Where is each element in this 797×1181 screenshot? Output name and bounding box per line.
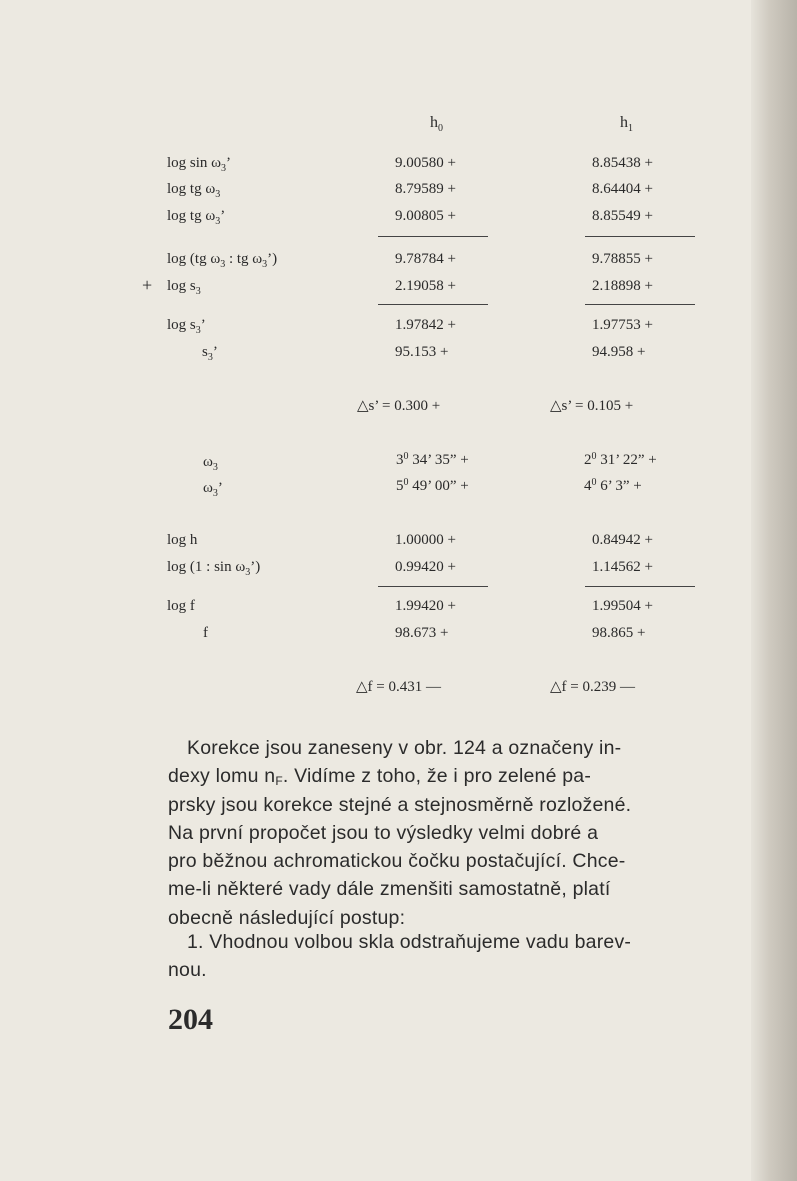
row-label-log-tg-ratio: log (tg $\omega_3$ : tg $\omega_3$’) — [167, 251, 278, 270]
row-label-log-s3: $\log s_3$ — [167, 278, 201, 297]
paragraph-line: prsky jsou korekce stejné a stejnosměrně rozložené. — [168, 793, 632, 816]
row-value-h0: 9.00580 + — [395, 155, 456, 171]
row-label-omega3p: $\omega_3$’ — [203, 480, 223, 499]
row-value-h1: 1.97753 + — [592, 317, 653, 333]
paragraph-line: Na první propočet jsou to výsledky velmi dobré a — [168, 821, 599, 844]
row-value-h1: 8.85438 + — [592, 155, 653, 171]
delta-f-h1: △f = 0.239 — — [550, 679, 635, 695]
sum-rule-h1 — [585, 236, 695, 237]
sum-rule-h1 — [585, 304, 695, 305]
body-paragraph — [168, 734, 700, 932]
row-value-h0: 2.19058 + — [395, 278, 456, 294]
row-value-h1: 1.14562 + — [592, 559, 653, 575]
row-value-h1: 8.64404 + — [592, 181, 653, 197]
sum-rule-h0 — [378, 586, 488, 587]
row-value-h1: 1.99504 + — [592, 598, 653, 614]
row-label-log-h: log h — [167, 532, 198, 548]
angle-value-h1: $4^0$ 6’ 3” + — [584, 477, 642, 494]
paragraph-line: Korekce jsou zaneseny v obr. 124 a označeny in- — [187, 737, 622, 759]
sum-rule-h0 — [378, 236, 488, 237]
row-value-h0: 1.97842 + — [395, 317, 456, 333]
delta-s-h0: △s’ = 0.300 + — [357, 398, 441, 414]
row-value-h0: 0.99420 + — [395, 559, 456, 575]
column-header-h1: $h_1$ — [620, 114, 633, 134]
sum-rule-h1 — [585, 586, 695, 587]
page-number: 204 — [168, 1003, 213, 1036]
row-value-h0: 98.673 + — [395, 625, 449, 641]
row-label-s3p: $s_3$’ — [202, 344, 218, 363]
row-label-log-inverse-sin: log (1 : $\sin \omega_3$’) — [167, 559, 261, 578]
delta-f-h0: △f = 0.431 — — [356, 679, 441, 695]
delta-s-h1: △s’ = 0.105 + — [550, 398, 634, 414]
paragraph-line: dexy lomu $n_F$. Vidíme z toho, že i pro zelené pa- — [168, 765, 592, 789]
row-value-h1: 0.84942 + — [592, 532, 653, 548]
paragraph-line: pro běžnou achromatickou čočku postačující. Chce- — [168, 850, 626, 873]
row-label-log-f: log f — [167, 598, 195, 614]
row-value-h1: 98.865 + — [592, 625, 646, 641]
row-value-h0: 1.99420 + — [395, 598, 456, 614]
row-value-h0: 1.00000 + — [395, 532, 456, 548]
column-header-h0: $h_0$ — [430, 114, 443, 134]
numbered-item-line: 1. Vhodnou volbou skla odstraňujeme vadu barev- — [187, 931, 632, 953]
row-value-h1: 8.85549 + — [592, 208, 653, 224]
row-value-h0: 9.78784 + — [395, 251, 456, 267]
angle-value-h1: $2^0$ 31’ 22” + — [584, 451, 657, 468]
row-label-log-tg-omega3: log tg $\omega_3$ — [167, 181, 221, 200]
row-label-log-s3p: $\log s_3$’ — [167, 317, 206, 336]
angle-value-h0: $5^0$ 49’ 00” + — [396, 477, 469, 494]
row-value-h0: 8.79589 + — [395, 181, 456, 197]
row-value-h0: 9.00805 + — [395, 208, 456, 224]
row-value-h0: 95.153 + — [395, 344, 449, 360]
page-edge-shadow — [751, 0, 797, 1181]
numbered-item — [168, 928, 700, 985]
row-label-omega3: $\omega_3$ — [203, 454, 218, 473]
plus-sign: + — [142, 275, 153, 295]
row-value-h1: 94.958 + — [592, 344, 646, 360]
paragraph-line: me-li některé vady dále zmenšiti samostatně, platí — [168, 878, 611, 901]
row-label-log-sin-omega3p: $\log \sin \omega_3$’ — [167, 155, 232, 174]
row-label-f: f — [203, 625, 208, 641]
row-label-log-tg-omega3p: log tg $\omega_3$’ — [167, 208, 226, 227]
row-value-h1: 2.18898 + — [592, 278, 653, 294]
paragraph-line: obecně následující postup: — [168, 906, 406, 929]
sum-rule-h0 — [378, 304, 488, 305]
angle-value-h0: $3^0$ 34’ 35” + — [396, 451, 469, 468]
numbered-item-line: nou. — [168, 959, 207, 982]
row-value-h1: 9.78855 + — [592, 251, 653, 267]
